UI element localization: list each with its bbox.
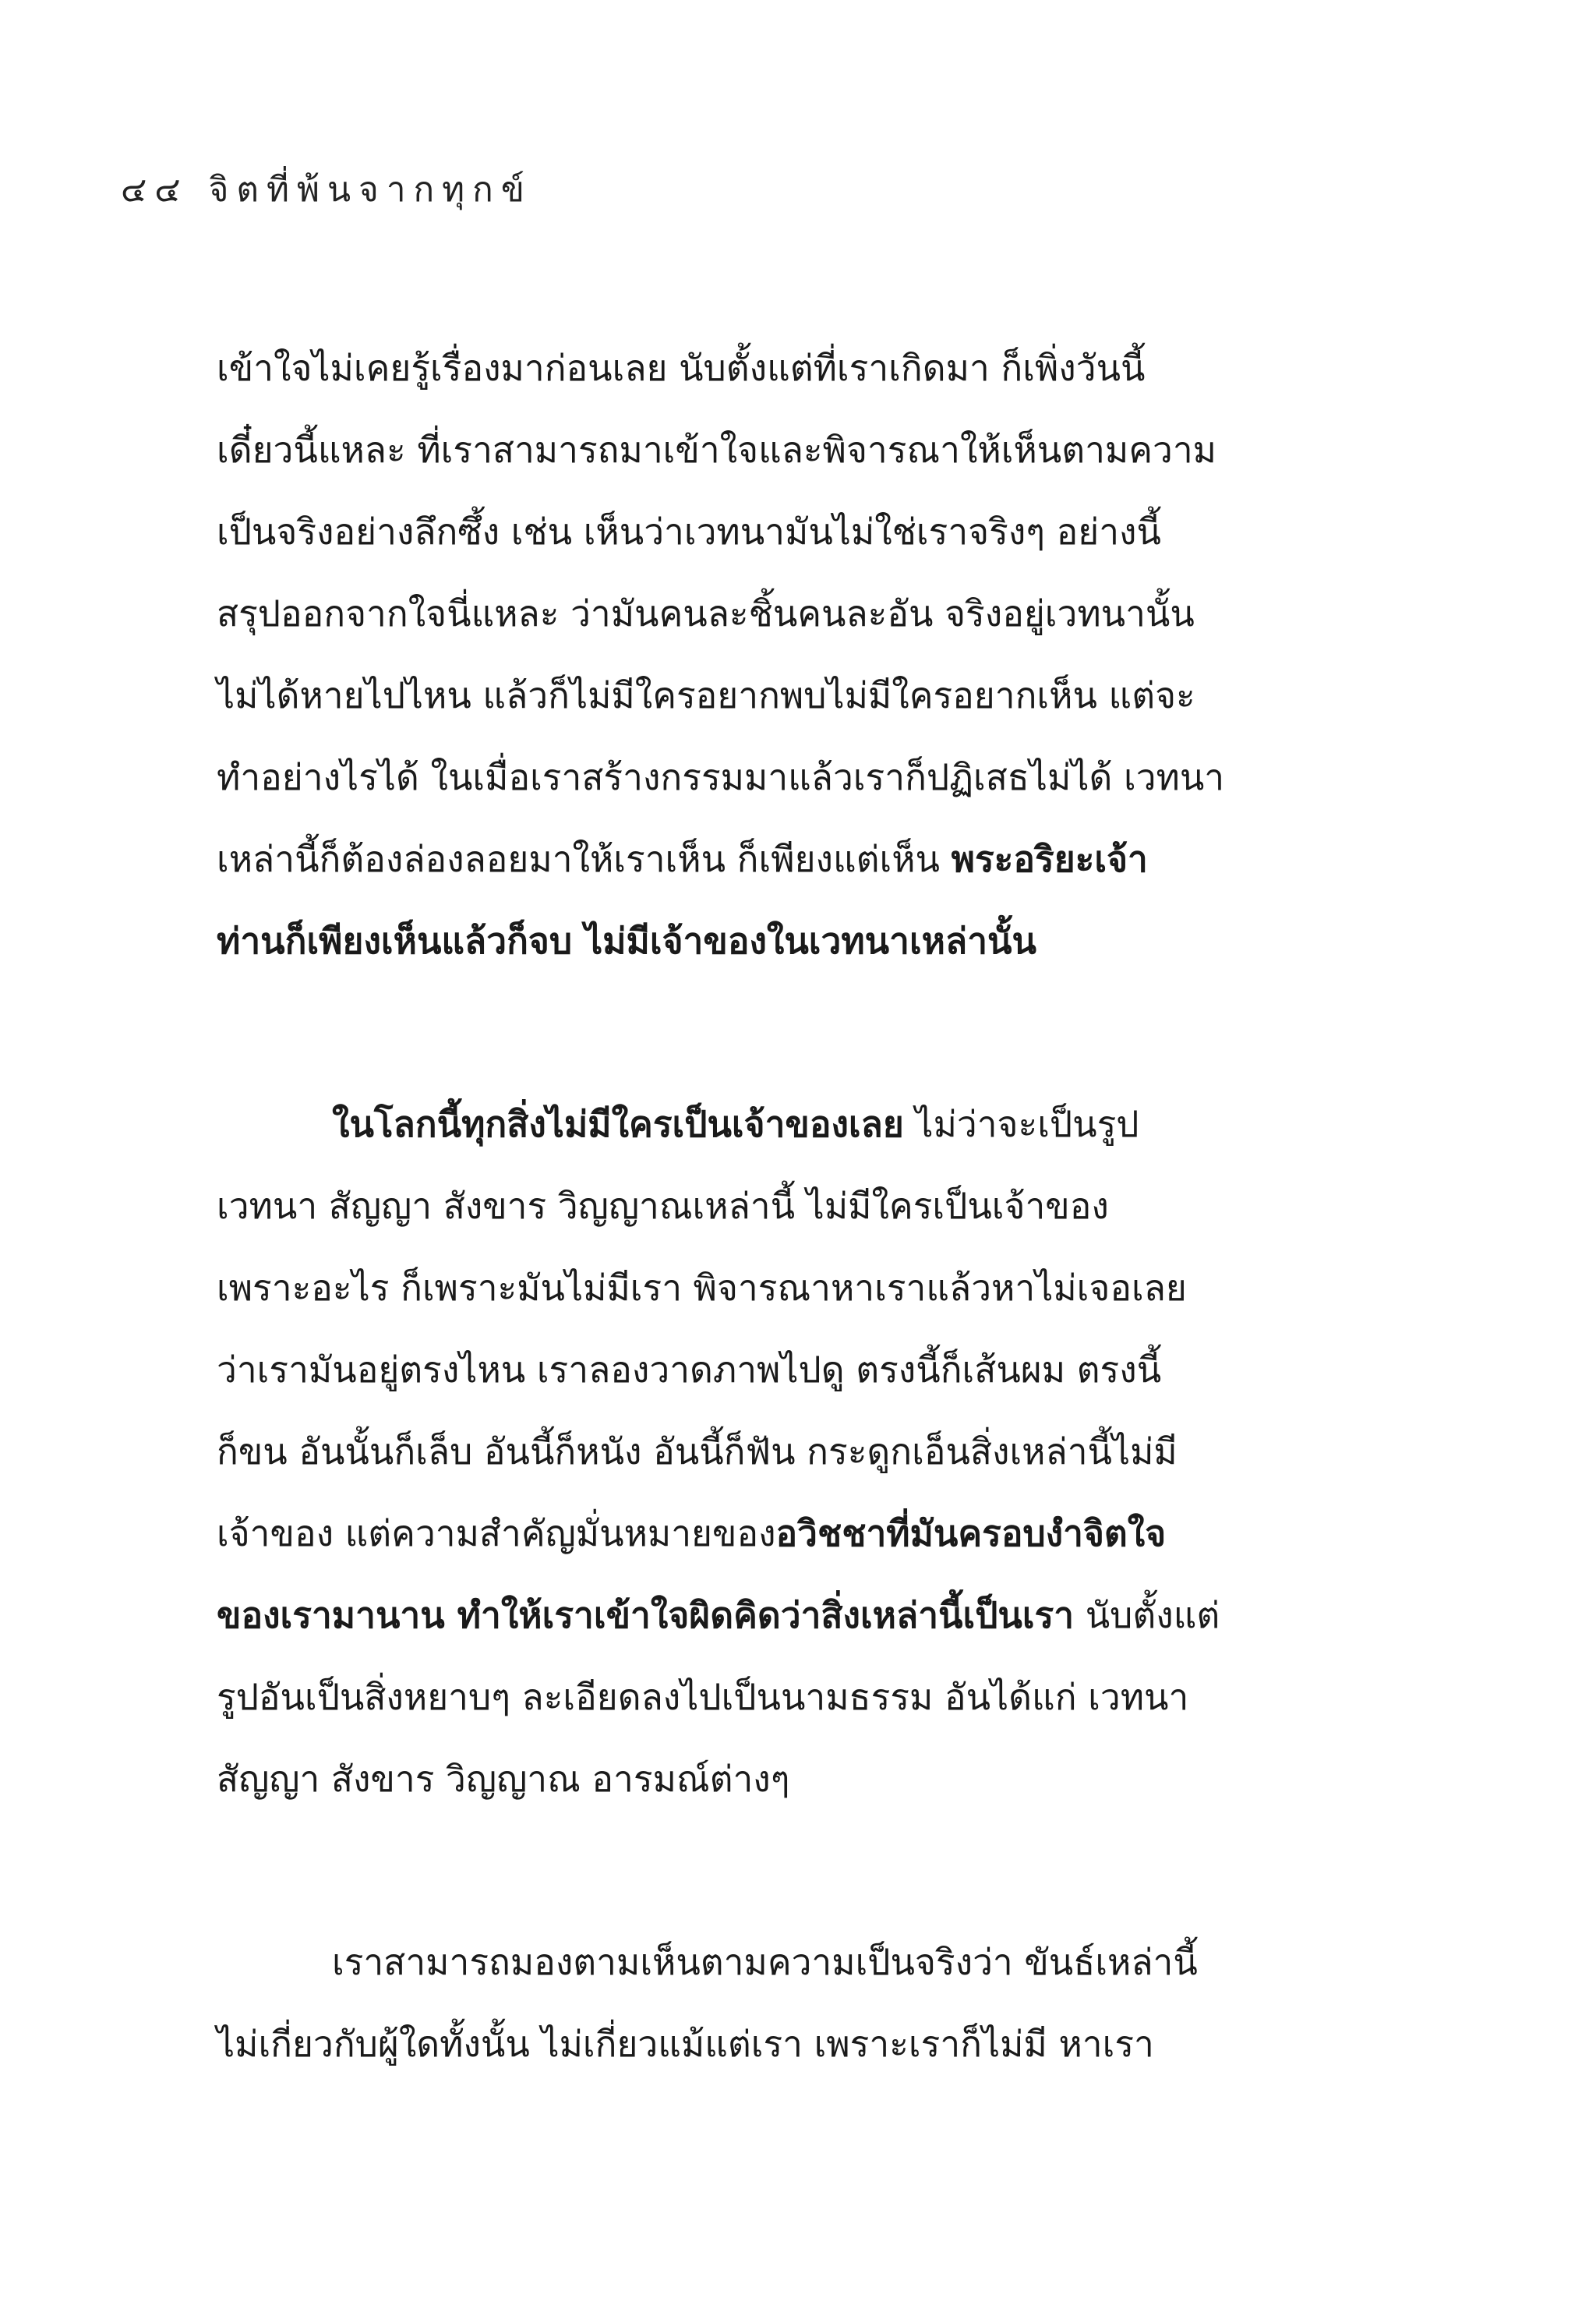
- text-line: [217, 1165, 1323, 1247]
- text-line: [217, 900, 1323, 982]
- book-title: จิตที่พ้นจากทุกข์: [208, 170, 532, 210]
- text-line: [217, 1084, 1323, 1165]
- text-line: [217, 655, 1323, 737]
- paragraph-gap: [217, 1820, 1323, 1921]
- text-span: ไม่เกี่ยวกับผู้ใดทั้งนั้น ไม่เกี่ยวแม้แต่เรา เพราะเราก็ไม่มี หาเรา: [217, 2023, 1154, 2065]
- text-line: [217, 2003, 1323, 2085]
- text-span: ทำอย่างไรได้ ในเมื่อเราสร้างกรรมมาแล้วเราก็ปฏิเสธไม่ได้ เวทนา: [217, 756, 1225, 798]
- text-line: [217, 1575, 1323, 1656]
- text-span: เราสามารถมองตามเห็นตามความเป็นจริงว่า ขันธ์เหล่านี้: [332, 1941, 1198, 1983]
- text-span: เพราะอะไร ก็เพราะมันไม่มีเรา พิจารณาหาเราแล้วหาไม่เจอเลย: [217, 1267, 1187, 1309]
- text-line: [217, 1411, 1323, 1493]
- bold-text-span: ในโลกนี้ทุกสิ่งไม่มีใครเป็นเจ้าของเลย: [332, 1103, 904, 1145]
- text-span: นับตั้งแต่: [1074, 1594, 1220, 1636]
- bold-text-span: พระอริยะเจ้า: [951, 838, 1148, 880]
- text-span: ไม่ได้หายไปไหน แล้วก็ไม่มีใครอยากพบไม่มีใครอยากเห็น แต่จะ: [217, 674, 1195, 716]
- text-line: [217, 491, 1323, 573]
- bold-text-span: อวิชชาที่มันครอบงำจิตใจ: [775, 1512, 1167, 1554]
- text-span: เข้าใจไม่เคยรู้เรื่องมาก่อนเลย นับตั้งแต่ที่เราเกิดมา ก็เพิ่งวันนี้: [217, 347, 1146, 389]
- text-span: รูปอันเป็นสิ่งหยาบๆ ละเอียดลงไปเป็นนามธรรม อันได้แก่ เวทนา: [217, 1676, 1189, 1718]
- text-span: เวทนา สัญญา สังขาร วิญญาณเหล่านี้ ไม่มีใครเป็นเจ้าของ: [217, 1185, 1109, 1227]
- text-line: [217, 737, 1323, 818]
- paragraph: [217, 1084, 1323, 1820]
- text-span: ว่าเรามันอยู่ตรงไหน เราลองวาดภาพไปดู ตรงนี้ก็เส้นผม ตรงนี้: [217, 1349, 1162, 1391]
- text-span: สรุปออกจากใจนี่แหละ ว่ามันคนละชิ้นคนละอัน จริงอยู่เวทนานั้น: [217, 592, 1195, 635]
- text-line: [217, 818, 1323, 900]
- text-line: [217, 1247, 1323, 1329]
- paragraph: [217, 327, 1323, 982]
- text-line: [217, 1493, 1323, 1575]
- text-span: เดี๋ยวนี้แหละ ที่เราสามารถมาเข้าใจและพิจารณาให้เห็นตามความ: [217, 429, 1216, 471]
- page-number: ๔๔: [121, 170, 189, 210]
- text-line: [217, 1656, 1323, 1738]
- paragraph: [217, 1921, 1323, 2085]
- text-span: เหล่านี้ก็ต้องล่องลอยมาให้เราเห็น ก็เพียงแต่เห็น: [217, 838, 952, 880]
- text-line: [217, 1329, 1323, 1411]
- text-line: [217, 573, 1323, 655]
- text-span: สัญญา สังขาร วิญญาณ อารมณ์ต่างๆ: [217, 1758, 790, 1800]
- text-line: [217, 1921, 1323, 2003]
- paragraph-gap: [217, 982, 1323, 1084]
- text-span: ไม่ว่าจะเป็นรูป: [903, 1103, 1139, 1145]
- body-text: [217, 327, 1323, 2085]
- running-header: [121, 162, 532, 217]
- text-line: [217, 1738, 1323, 1820]
- text-line: [217, 409, 1323, 491]
- text-line: [217, 327, 1323, 409]
- text-span: ก็ขน อันนั้นก็เล็บ อันนี้ก็หนัง อันนี้ก็ฟัน กระดูกเอ็นสิ่งเหล่านี้ไม่มี: [217, 1430, 1178, 1472]
- text-span: เจ้าของ แต่ความสำคัญมั่นหมายของ: [217, 1512, 776, 1554]
- bold-text-span: ท่านก็เพียงเห็นแล้วก็จบ ไม่มีเจ้าของในเวทนาเหล่านั้น: [217, 920, 1036, 962]
- bold-text-span: ของเรามานาน ทำให้เราเข้าใจผิดคิดว่าสิ่งเหล่านี้เป็นเรา: [217, 1594, 1075, 1636]
- text-span: เป็นจริงอย่างลึกซึ้ง เช่น เห็นว่าเวทนามันไม่ใช่เราจริงๆ อย่างนี้: [217, 511, 1161, 553]
